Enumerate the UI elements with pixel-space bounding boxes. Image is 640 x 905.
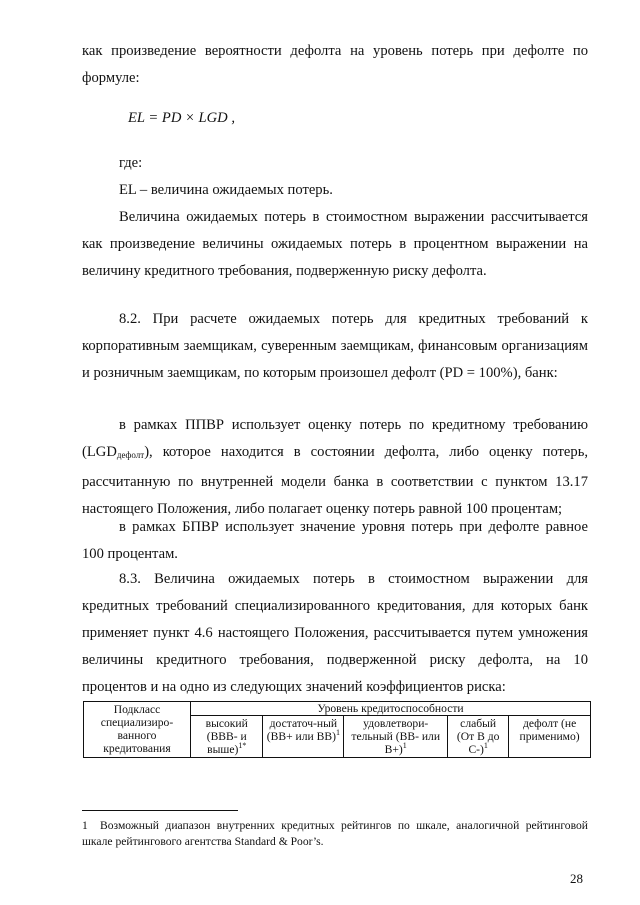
paragraph-8-2: 8.2. При расчете ожидаемых потерь для кредитных требований к корпоративным заемщикам, суверенным заемщикам, финансовым организациям и розничным заемщикам, по которым произошел дефолт (PD = 100%), банк: (82, 311, 588, 381)
paragraph-intro: как произведение вероятности дефолта на уровень потерь при дефолте по формуле: (82, 43, 588, 86)
table-col-satisfactory: удовлетвори-тельный (BB- или B+)$^1$ (344, 716, 448, 758)
paragraph-el-definition: EL – величина ожидаемых потерь. (119, 182, 333, 198)
footnote-divider (82, 810, 238, 811)
table-col-weak: слабый (От B до C-)$^1$ (448, 716, 509, 758)
lgd-subscript: дефолт (116, 450, 145, 460)
footnote-number: 1 (82, 819, 88, 832)
paragraph-where: где: (119, 155, 143, 171)
paragraph-expected-loss: Величина ожидаемых потерь в стоимостном выражении рассчитывается как произведение величины ожидаемых потерь в процентном выражении на величину кредитного требования, подверженную риску дефолта. (82, 209, 588, 279)
table-header-level: Уровень кредитоспособности (191, 702, 591, 716)
paragraph-8-3: 8.3. Величина ожидаемых потерь в стоимостном выражении для кредитных требований специализированного кредитования, для которых банк применяет пункт 4.6 настоящего Положения, рассчитывается путем умножения величины кредитного требования, подверженной риску дефолта, на 10 процентов и на одно из следующих значений коэффициентов риска: (82, 571, 588, 695)
footnote-text: Возможный диапазон внутренних кредитных рейтингов по шкале, аналогичной рейтинговой шкале рейтингового агентства Standard & Poor’s. (82, 819, 588, 848)
page-number: 28 (570, 871, 583, 886)
ppvr-text-a: в рамках ППВР использует оценку потерь по кредитному требованию (LGD (82, 417, 588, 460)
paragraph-bpvr: в рамках БПВР использует значение уровня потерь при дефолте равное 100 процентам. (82, 519, 588, 562)
footnote (82, 818, 588, 850)
risk-coefficient-table (83, 701, 591, 758)
table-col-high: высокий (BBB- и выше)$^{1*}$ (191, 716, 263, 758)
table-col-default: дефолт (не применимо) (509, 716, 591, 758)
table-header-subclass: Подкласс специализиро-ванного кредитования (84, 702, 191, 758)
paragraph-ppvr (82, 412, 588, 523)
ppvr-text-b: ), которое находится в состоянии дефолта, либо оценку потерь, рассчитанную по внутренней модели банка в соответствии с пунктом 13.17 настоящего Положения, либо полагает оценку потерь равной 100 процентам; (82, 444, 588, 517)
table-col-sufficient: достаточ-ный (BB+ или BB)$^1$ (263, 716, 344, 758)
formula-el: EL = PD × LGD , (128, 110, 236, 126)
